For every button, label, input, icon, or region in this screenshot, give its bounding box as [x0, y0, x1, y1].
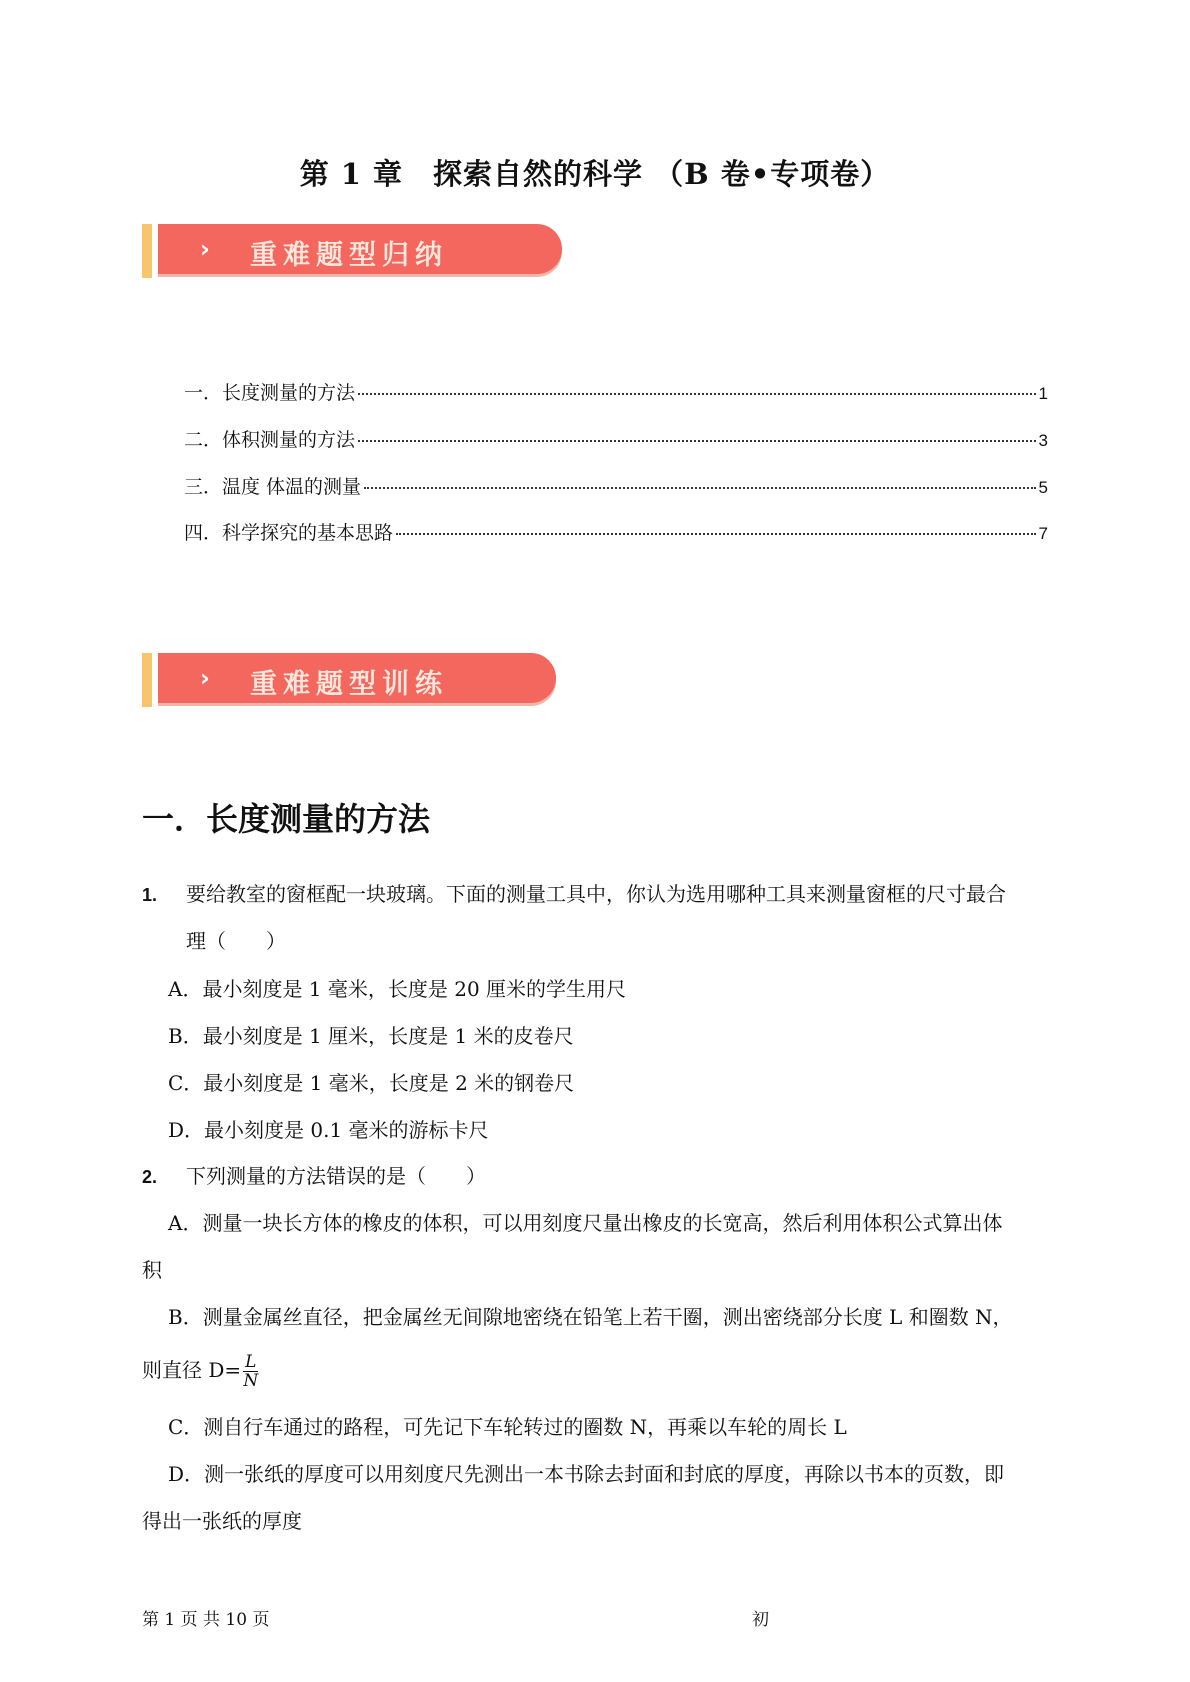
- toc-leader: [364, 487, 1035, 489]
- question-2-stem: 下列测量的方法错误的是（ ）: [186, 1164, 486, 1188]
- footer-page-info: 第 1 页 共 10 页: [142, 1610, 270, 1630]
- question-2-option-d-line2: 得出一张纸的厚度: [142, 1509, 302, 1533]
- toc-leader: [358, 393, 1036, 395]
- banner-label: 重难题型训练: [250, 669, 448, 700]
- toc-leader: [396, 533, 1036, 535]
- toc-leader: [358, 440, 1036, 442]
- question-1-stem-line1: 要给教室的窗框配一块玻璃。下面的测量工具中，你认为选用哪种工具来测量窗框的尺寸最合: [186, 882, 1006, 906]
- formula-prefix: 则直径 D=: [142, 1358, 242, 1382]
- question-1-option-c: C．最小刻度是 1 毫米，长度是 2 米的钢卷尺: [168, 1071, 575, 1095]
- banner-training: [142, 653, 572, 707]
- toc-item-3[interactable]: [184, 472, 1048, 502]
- toc-item-1[interactable]: [184, 378, 1048, 408]
- question-1-option-b: B．最小刻度是 1 厘米，长度是 1 米的皮卷尺: [168, 1024, 574, 1048]
- banner-pill: [158, 653, 556, 703]
- fraction-l-over-n: $\frac{L}{N}$: [243, 1352, 259, 1391]
- question-2-option-c: C．测自行车通过的路程，可先记下车轮转过的圈数 N，再乘以车轮的周长 L: [168, 1415, 847, 1439]
- document-title: 第 1 章 探索自然的科学 （B 卷•专项卷）: [299, 157, 891, 191]
- question-1-stem-line2: 理（ ）: [186, 929, 286, 953]
- section-heading: 一．长度测量的方法: [142, 800, 431, 838]
- question-2-option-a-line2: 积: [142, 1258, 162, 1282]
- banner-accent-bar: [142, 224, 152, 278]
- toc-item-text: 四．科学探究的基本思路: [184, 522, 394, 544]
- question-2-option-b-line2: [142, 1353, 258, 1390]
- toc-item-4[interactable]: [184, 518, 1048, 548]
- banner-label: 重难题型归纳: [250, 240, 448, 271]
- question-2-option-a-line1: A．测量一块长方体的橡皮的体积，可以用刻度尺量出橡皮的长宽高，然后利用体积公式算出体: [168, 1211, 1003, 1235]
- question-2-option-d-line1: D．测一张纸的厚度可以用刻度尺先测出一本书除去封面和封底的厚度，再除以书本的页数，即: [168, 1462, 1005, 1486]
- question-1-number: 1.: [142, 885, 158, 905]
- banner-accent-bar: [142, 653, 152, 707]
- banner-pill: [158, 224, 562, 274]
- toc-page-number: 5: [1038, 478, 1048, 497]
- banner-summary: [142, 224, 572, 278]
- toc-item-text: 二．体积测量的方法: [184, 429, 356, 451]
- toc-page-number: 3: [1038, 431, 1048, 450]
- toc-item-text: 一．长度测量的方法: [184, 382, 356, 404]
- footer-grade: 初: [752, 1610, 769, 1630]
- toc-item-text: 三．温度 体温的测量: [184, 476, 362, 498]
- question-1-option-a: A．最小刻度是 1 毫米，长度是 20 厘米的学生用尺: [168, 977, 627, 1001]
- toc-page-number: 7: [1038, 524, 1048, 543]
- question-2-number: 2.: [142, 1167, 158, 1187]
- toc-page-number: 1: [1038, 384, 1048, 403]
- question-1-option-d: D．最小刻度是 0.1 毫米的游标卡尺: [168, 1118, 489, 1142]
- chevron-right-icon: ›: [200, 235, 210, 263]
- toc-item-2[interactable]: [184, 425, 1048, 455]
- chevron-right-icon: ›: [200, 664, 210, 692]
- question-2-option-b-line1: B．测量金属丝直径，把金属丝无间隙地密绕在铅笔上若干圈，测出密绕部分长度 L 和圈数 N，: [168, 1305, 1013, 1329]
